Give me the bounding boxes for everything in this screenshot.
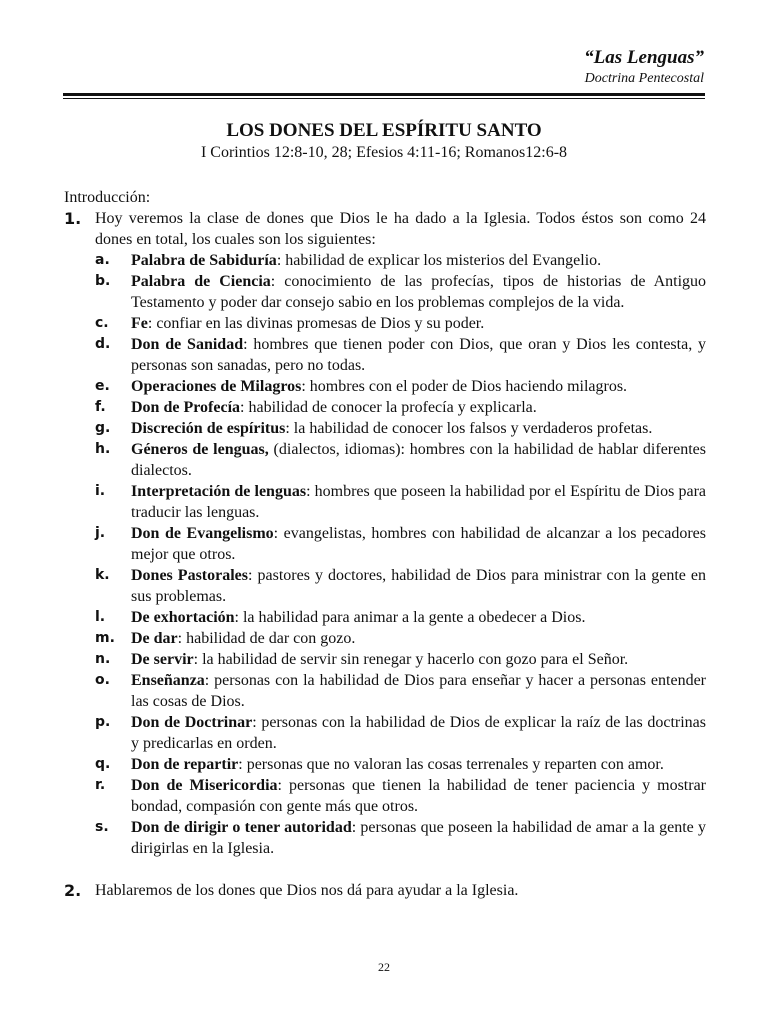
gift-letter: e. xyxy=(95,378,110,394)
gift-item xyxy=(95,523,706,565)
gift-term: Don de dirigir o tener autoridad xyxy=(131,819,352,836)
gift-item xyxy=(95,418,706,439)
gift-description: : personas que poseen la habilidad de amar a la gente y dirigirlas en la Iglesia. xyxy=(131,819,706,857)
spacer xyxy=(64,859,706,880)
gift-letter: r. xyxy=(95,777,106,793)
item-number: 1. xyxy=(64,209,82,228)
gift-description: : habilidad de dar con gozo. xyxy=(177,630,356,647)
gift-term: Dones Pastorales xyxy=(131,567,249,584)
gift-item xyxy=(95,628,706,649)
gift-letter: h. xyxy=(95,441,111,457)
gift-letter: m. xyxy=(95,630,115,646)
gift-term: Palabra de Ciencia xyxy=(131,273,271,290)
gift-item xyxy=(95,712,706,754)
gift-description: : habilidad de conocer la profecía y explicarla. xyxy=(240,399,537,416)
gift-term: De exhortación xyxy=(131,609,235,626)
gift-description: : hombres con el poder de Dios haciendo milagros. xyxy=(301,378,628,395)
running-header xyxy=(584,46,704,88)
gift-letter: c. xyxy=(95,315,109,331)
gift-description: : personas que no valoran las cosas terrenales y reparten con amor. xyxy=(238,756,664,773)
gift-description: : confiar en las divinas promesas de Dios y su poder. xyxy=(147,315,485,332)
gift-term: Interpretación de lenguas xyxy=(131,483,307,500)
gift-letter: k. xyxy=(95,567,110,583)
gift-letter: g. xyxy=(95,420,111,436)
gift-item xyxy=(95,754,706,775)
gift-letter: a. xyxy=(95,252,110,268)
gift-term: Operaciones de Milagros xyxy=(131,378,302,395)
gift-item xyxy=(95,817,706,859)
header-subtitle: Doctrina Pentecostal xyxy=(584,71,704,86)
gift-item xyxy=(95,775,706,817)
gift-term: Don de Misericordia xyxy=(131,777,278,794)
gift-item xyxy=(95,649,706,670)
gift-letter: d. xyxy=(95,336,111,352)
scripture-references: I Corintios 12:8-10, 28; Efesios 4:11-16; Romanos12:6-8 xyxy=(200,144,568,161)
gift-term: De servir xyxy=(131,651,194,668)
gift-term: Géneros de lenguas, xyxy=(131,441,269,458)
header-rule xyxy=(63,93,705,96)
document-body xyxy=(64,187,706,901)
gift-description: : personas que tienen la habilidad de tener paciencia y mostrar bondad, compasión con gente más que otros. xyxy=(131,777,707,815)
gift-term: Don de Profecía xyxy=(131,399,241,416)
gift-description: : la habilidad de servir sin renegar y hacerlo con gozo para el Señor. xyxy=(193,651,629,668)
gift-letter: o. xyxy=(95,672,110,688)
intro-label: Introducción: xyxy=(64,189,151,206)
gift-letter: n. xyxy=(95,651,111,667)
gift-term: Don de Sanidad xyxy=(131,336,244,353)
gift-item xyxy=(95,607,706,628)
gift-term: Don de repartir xyxy=(131,756,239,773)
item-text: Hoy veremos la clase de dones que Dios le ha dado a la Iglesia. Todos éstos son como 24 dones en total, los cuales son los siguientes: xyxy=(95,210,706,248)
gift-description: : personas con la habilidad de Dios para enseñar y hacer a personas entender las cosas de Dios. xyxy=(131,672,706,710)
gift-letter: q. xyxy=(95,756,111,772)
numbered-item-1 xyxy=(64,208,706,859)
gift-item xyxy=(95,376,706,397)
gift-description: : evangelistas, hombres con habilidad de alcanzar a los pecadores mejor que otros. xyxy=(131,525,707,563)
gift-term: Don de Evangelismo xyxy=(131,525,274,542)
gift-description: : hombres que poseen la habilidad por el Espíritu de Dios para traducir las lenguas. xyxy=(131,483,706,521)
header-rule-thin xyxy=(63,98,705,99)
numbered-item-2 xyxy=(64,880,706,901)
gift-term: Palabra de Sabiduría xyxy=(131,252,277,269)
gift-term: De dar xyxy=(131,630,178,647)
item-text: Hablaremos de los dones que Dios nos dá para ayudar a la Iglesia. xyxy=(95,882,519,899)
gift-letter: i. xyxy=(95,483,106,499)
gift-letter: l. xyxy=(95,609,106,625)
gift-description: : la habilidad para animar a la gente a obedecer a Dios. xyxy=(234,609,586,626)
gift-letter: f. xyxy=(95,399,106,415)
gift-description: (dialectos, idiomas): hombres con la habilidad de hablar diferentes dialectos. xyxy=(131,441,706,479)
gift-description: : la habilidad de conocer los falsos y verdaderos profetas. xyxy=(285,420,653,437)
document-title: LOS DONES DEL ESPÍRITU SANTO xyxy=(226,120,542,141)
gift-description: : pastores y doctores, habilidad de Dios para ministrar con la gente en sus problemas. xyxy=(131,567,707,605)
gift-term: Don de Doctrinar xyxy=(131,714,253,731)
gift-item xyxy=(95,481,706,523)
gift-item xyxy=(95,271,706,313)
gift-term: Enseñanza xyxy=(131,672,205,689)
header-title: “Las Lenguas” xyxy=(584,47,704,68)
gift-item xyxy=(95,334,706,376)
gift-letter: p. xyxy=(95,714,111,730)
gift-term: Discreción de espíritus xyxy=(131,420,286,437)
gift-item xyxy=(95,670,706,712)
gift-item xyxy=(95,565,706,607)
gift-description: : hombres que tienen poder con Dios, que oran y Dios les contesta, y personas son sanadas, pero no todas. xyxy=(131,336,707,374)
gift-term: Fe xyxy=(131,315,148,332)
gift-item xyxy=(95,250,706,271)
gift-description: : habilidad de explicar los misterios del Evangelio. xyxy=(276,252,602,269)
item-number: 2. xyxy=(64,881,82,900)
page-number: 22 xyxy=(378,960,390,974)
gift-item xyxy=(95,439,706,481)
gift-letter: j. xyxy=(95,525,106,541)
gift-description: : personas con la habilidad de Dios de explicar la raíz de las doctrinas y predicarlas en orden. xyxy=(131,714,707,752)
gift-item xyxy=(95,397,706,418)
gift-description: : conocimiento de las profecías, tipos de historias de Antiguo Testamento y poder dar consejo sabio en los problemas complejos de la vida. xyxy=(131,273,707,311)
gift-letter: s. xyxy=(95,819,109,835)
gifts-list xyxy=(95,250,706,859)
gift-item xyxy=(95,313,706,334)
gift-letter: b. xyxy=(95,273,111,289)
